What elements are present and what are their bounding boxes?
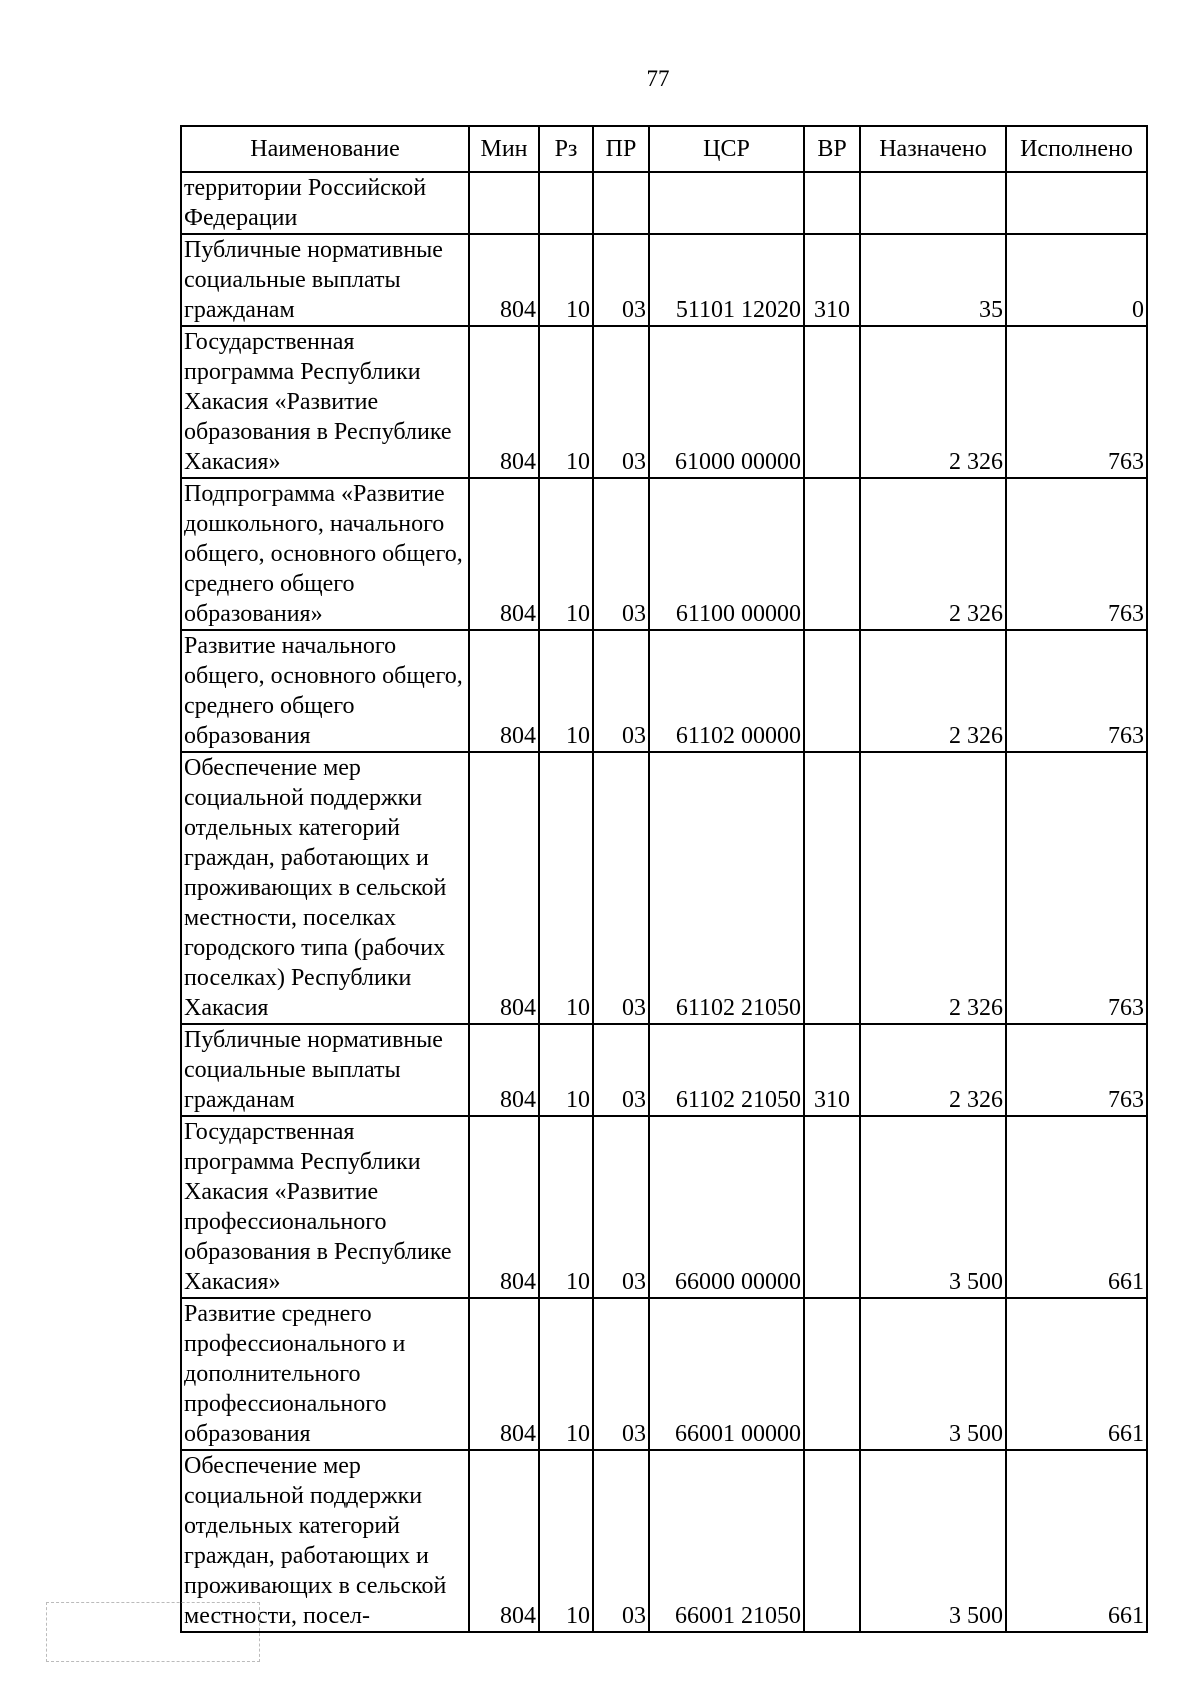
header-name: Наименование [181, 126, 469, 172]
table-row [181, 630, 1147, 752]
table-cell-min: 804 [469, 1116, 539, 1298]
table-cell-vr [804, 1298, 860, 1450]
table-cell-csr: 61102 21050 [649, 1024, 804, 1116]
table-row [181, 1024, 1147, 1116]
table-cell-assigned: 2 326 [860, 326, 1006, 478]
table-cell-min: 804 [469, 478, 539, 630]
table-cell-vr [804, 630, 860, 752]
table-cell-assigned: 2 326 [860, 478, 1006, 630]
table-cell-name: территории Российской Федерации [181, 172, 469, 234]
table-cell-executed: 763 [1006, 326, 1147, 478]
table-cell-rz: 10 [539, 752, 593, 1024]
table-cell-vr: 310 [804, 1024, 860, 1116]
table-row [181, 172, 1147, 234]
table-cell-executed: 661 [1006, 1450, 1147, 1632]
table-cell-pr: 03 [593, 752, 649, 1024]
table-cell-csr: 61100 00000 [649, 478, 804, 630]
table-cell-rz [539, 172, 593, 234]
table-cell-vr [804, 172, 860, 234]
table-cell-rz: 10 [539, 630, 593, 752]
budget-table [180, 125, 1148, 1633]
table-cell-assigned: 3 500 [860, 1116, 1006, 1298]
table-cell-min: 804 [469, 1024, 539, 1116]
table-cell-rz: 10 [539, 1298, 593, 1450]
table-cell-pr: 03 [593, 1298, 649, 1450]
table-header-row [181, 126, 1147, 172]
table-cell-name: Обеспечение мер социальной поддержки отдельных категорий граждан, работающих и проживающих в сельской местности, поселках городского типа (рабочих поселках) Республики Хакасия [181, 752, 469, 1024]
table-cell-vr [804, 326, 860, 478]
table-row [181, 1450, 1147, 1632]
table-cell-min: 804 [469, 752, 539, 1024]
table-cell-pr: 03 [593, 1024, 649, 1116]
table-cell-csr: 61102 00000 [649, 630, 804, 752]
table-cell-assigned: 35 [860, 234, 1006, 326]
table-cell-assigned: 3 500 [860, 1450, 1006, 1632]
table-cell-executed: 661 [1006, 1116, 1147, 1298]
header-pr: ПР [593, 126, 649, 172]
table-cell-name: Развитие среднего профессионального и дополнительного профессионального образования [181, 1298, 469, 1450]
table-cell-name: Подпрограмма «Развитие дошкольного, начального общего, основного общего, среднего общего образования» [181, 478, 469, 630]
table-cell-rz: 10 [539, 326, 593, 478]
table-cell-csr: 66000 00000 [649, 1116, 804, 1298]
table-cell-executed: 763 [1006, 630, 1147, 752]
table-cell-pr: 03 [593, 1116, 649, 1298]
table-cell-assigned: 2 326 [860, 752, 1006, 1024]
header-csr: ЦСР [649, 126, 804, 172]
table-cell-pr: 03 [593, 630, 649, 752]
table-cell-executed: 661 [1006, 1298, 1147, 1450]
table-cell-csr: 51101 12020 [649, 234, 804, 326]
table-cell-rz: 10 [539, 1116, 593, 1298]
table-cell-name: Государственная программа Республики Хакасия «Развитие профессионального образования в Республике Хакасия» [181, 1116, 469, 1298]
header-vr: ВР [804, 126, 860, 172]
table-row [181, 752, 1147, 1024]
table-cell-name: Обеспечение мер социальной поддержки отдельных категорий граждан, работающих и проживающих в сельской местности, посел- [181, 1450, 469, 1632]
table-cell-vr [804, 752, 860, 1024]
table-cell-pr: 03 [593, 478, 649, 630]
table-cell-executed [1006, 172, 1147, 234]
table-cell-executed: 763 [1006, 752, 1147, 1024]
table-cell-pr [593, 172, 649, 234]
table-cell-pr: 03 [593, 326, 649, 478]
table-cell-csr [649, 172, 804, 234]
table-cell-rz: 10 [539, 1450, 593, 1632]
header-rz: Рз [539, 126, 593, 172]
header-executed: Исполнено [1006, 126, 1147, 172]
table-cell-rz: 10 [539, 478, 593, 630]
table-cell-min: 804 [469, 326, 539, 478]
table-cell-name: Развитие начального общего, основного общего, среднего общего образования [181, 630, 469, 752]
table-body [181, 172, 1147, 1632]
table-cell-assigned: 2 326 [860, 1024, 1006, 1116]
table-cell-executed: 0 [1006, 234, 1147, 326]
table-cell-pr: 03 [593, 1450, 649, 1632]
table-cell-csr: 61102 21050 [649, 752, 804, 1024]
table-cell-rz: 10 [539, 1024, 593, 1116]
table-cell-assigned [860, 172, 1006, 234]
archive-stamp [46, 1602, 260, 1662]
page-number: 77 [646, 66, 670, 91]
table-cell-csr: 66001 00000 [649, 1298, 804, 1450]
table-row [181, 326, 1147, 478]
table-row [181, 1116, 1147, 1298]
table-cell-min: 804 [469, 630, 539, 752]
table-cell-vr: 310 [804, 234, 860, 326]
table-cell-min: 804 [469, 234, 539, 326]
table-cell-vr [804, 478, 860, 630]
table-cell-assigned: 3 500 [860, 1298, 1006, 1450]
table-cell-name: Государственная программа Республики Хакасия «Развитие образования в Республике Хакасия» [181, 326, 469, 478]
table-cell-vr [804, 1116, 860, 1298]
table-cell-csr: 61000 00000 [649, 326, 804, 478]
table-row [181, 478, 1147, 630]
table-cell-min [469, 172, 539, 234]
table-cell-pr: 03 [593, 234, 649, 326]
table-cell-name: Публичные нормативные социальные выплаты гражданам [181, 1024, 469, 1116]
header-min: Мин [469, 126, 539, 172]
table-row [181, 1298, 1147, 1450]
table-cell-assigned: 2 326 [860, 630, 1006, 752]
header-assigned: Назначено [860, 126, 1006, 172]
table-cell-rz: 10 [539, 234, 593, 326]
table-cell-vr [804, 1450, 860, 1632]
table-cell-name: Публичные нормативные социальные выплаты гражданам [181, 234, 469, 326]
table-cell-executed: 763 [1006, 478, 1147, 630]
table-cell-executed: 763 [1006, 1024, 1147, 1116]
table-cell-csr: 66001 21050 [649, 1450, 804, 1632]
table-cell-min: 804 [469, 1450, 539, 1632]
table-cell-min: 804 [469, 1298, 539, 1450]
table-row [181, 234, 1147, 326]
